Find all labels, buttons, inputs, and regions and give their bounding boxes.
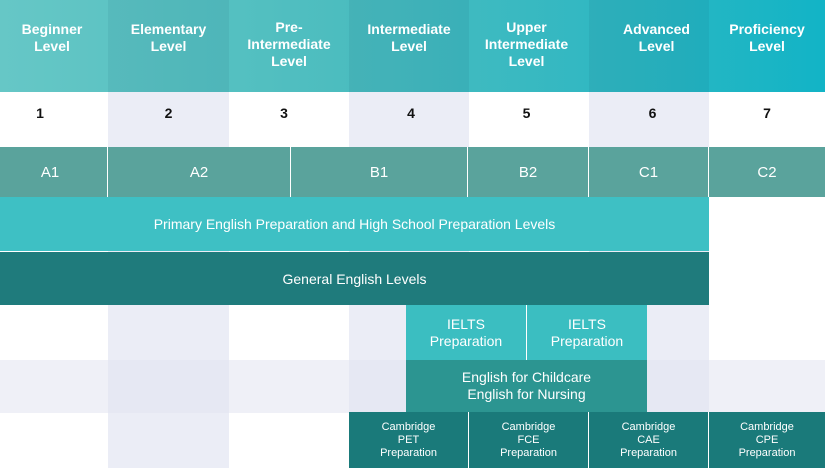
level-number-6: 6: [648, 105, 657, 121]
level-header-6: Advanced Level: [623, 21, 690, 54]
level-header-3: Pre- Intermediate Level: [247, 18, 331, 69]
level-header-5: Upper Intermediate Level: [484, 18, 569, 69]
level-header-1: Beginner Level: [21, 21, 83, 54]
cefr-a1: A1: [40, 163, 60, 181]
cefr-a2: A2: [189, 163, 209, 181]
cefr-b1: B1: [369, 163, 389, 181]
level-header-2: Elementary Level: [130, 21, 207, 54]
primary-highschool-band: Primary English Preparation and High School Preparation Levels: [0, 197, 709, 251]
cambridge-fce: Cambridge FCE Preparation: [500, 420, 557, 459]
level-number-5: 5: [522, 105, 531, 121]
level-number-2: 2: [164, 105, 173, 121]
cambridge-cae: Cambridge CAE Preparation: [620, 420, 677, 459]
childcare-nursing-block: English for Childcare English for Nursing: [406, 360, 647, 412]
level-number-3: 3: [280, 105, 288, 121]
level-header-7: Proficiency Level: [729, 21, 805, 54]
cambridge-pet: Cambridge PET Preparation: [380, 420, 437, 459]
cefr-c2: C2: [757, 163, 777, 181]
ielts-block-a: IELTS Preparation: [406, 305, 526, 360]
level-number-1: 1: [36, 105, 44, 121]
level-number-4: 4: [407, 105, 415, 121]
ielts-block-b: IELTS Preparation: [527, 305, 647, 360]
level-number-7: 7: [763, 105, 771, 121]
level-header-4: Intermediate Level: [367, 21, 451, 54]
general-english-band: General English Levels: [0, 252, 709, 305]
cefr-b2: B2: [518, 163, 538, 181]
cefr-c1: C1: [638, 163, 659, 181]
cambridge-cpe: Cambridge CPE Preparation: [738, 420, 796, 459]
